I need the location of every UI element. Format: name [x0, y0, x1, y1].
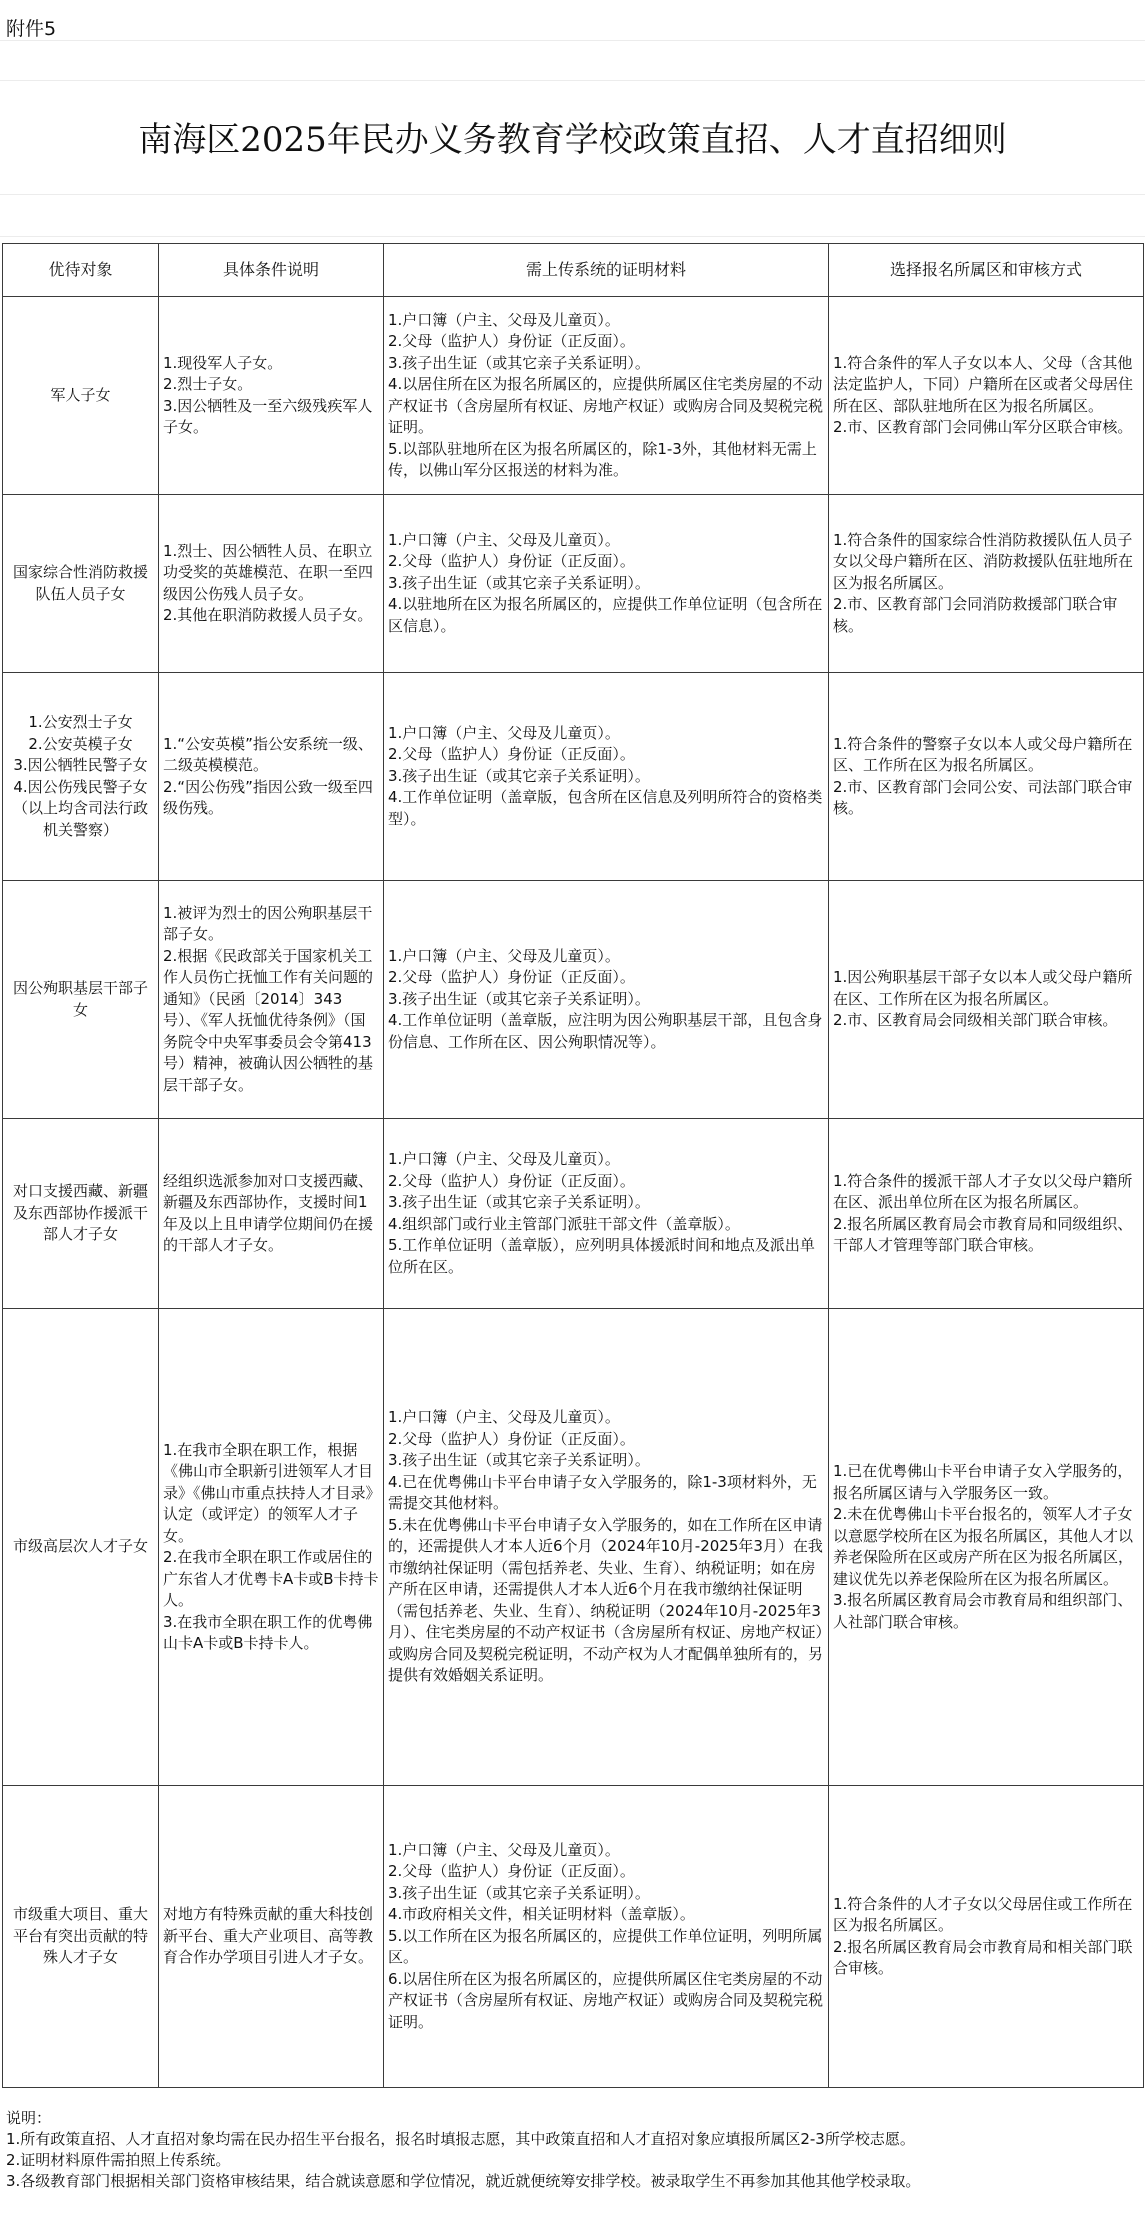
table-row — [3, 881, 1144, 1119]
cell-line: 1.在我市全职在职工作，根据《佛山市全职新引进领军人才目录》《佛山市重点扶持人才目录》认定（或评定）的领军人才子女。 — [163, 1440, 374, 1545]
row-materials — [384, 495, 829, 673]
cell-line: 1.“公安英模”指公安系统一级、二级英模模范。 — [163, 734, 373, 774]
row-target — [3, 673, 159, 881]
cell-line: 4.已在优粤佛山卡平台申请子女入学服务的，除1-3项材料外，无需提交其他材料。 — [388, 1472, 817, 1513]
cell-line: 5.以工作所在区为报名所属区的，应提供工作单位证明，列明所属区。 — [388, 1926, 823, 1967]
table-row — [3, 1309, 1144, 1786]
row-target — [3, 881, 159, 1119]
table-row — [3, 673, 1144, 881]
cell-line: 1.符合条件的警察子女以本人或父母户籍所在区、工作所在区为报名所属区。 — [833, 734, 1133, 774]
row-target — [3, 1119, 159, 1309]
document-title: 南海区2025年民办义务教育学校政策直招、人才直招细则 — [138, 120, 1007, 160]
cell-line: 2.父母（监护人）身份证（正反面）。 — [388, 1862, 635, 1881]
cell-line: 2.父母（监护人）身份证（正反面）。 — [388, 968, 635, 987]
cell-line: 5.工作单位证明（盖章版），应列明具体援派时间和地点及派出单位所在区。 — [388, 1236, 815, 1276]
cell-line: 国家综合性消防救援队伍人员子女 — [12, 563, 148, 603]
notes-heading: 说明： — [6, 2109, 52, 2127]
cell-line: 3.孩子出生证（或其它亲子关系证明）。 — [388, 353, 650, 372]
cell-line: 2.市、区教育部门会同公安、司法部门联合审核。 — [833, 777, 1133, 817]
cell-line: 4.以驻地所在区为报名所属区的，应提供工作单位证明（包含所在区信息）。 — [388, 595, 823, 635]
cell-line: 1.户口簿（户主、父母及儿童页）。 — [388, 1408, 620, 1427]
table-header-row — [3, 244, 1144, 297]
table-row — [3, 1786, 1144, 2088]
cell-line: 2.报名所属区教育局会市教育局和相关部门联合审核。 — [833, 1937, 1133, 1977]
table-body — [3, 297, 1144, 2088]
row-materials — [384, 673, 829, 881]
cell-line: 4.以居住所在区为报名所属区的，应提供所属区住宅类房屋的不动产权证书（含房屋所有权证、房地产权证）或购房合同及契税完税证明。 — [388, 375, 824, 436]
row-method — [829, 297, 1144, 495]
cell-line: 1.符合条件的军人子女以本人、父母（含其他法定监护人，下同）户籍所在区或者父母居住所在区、部队驻地所在区为报名所属区。 — [833, 353, 1134, 415]
cell-line: 3.因公牺牲及一至六级残疾军人子女。 — [163, 396, 373, 436]
note-item: 2.证明材料原件需拍照上传系统。 — [6, 2151, 231, 2169]
table-row — [3, 495, 1144, 673]
note-item: 1.所有政策直招、人才直招对象均需在民办招生平台报名，报名时填报志愿，其中政策直招和人才直招对象应填报所属区2-3所学校志愿。 — [6, 2130, 915, 2148]
cell-line: 3.孩子出生证（或其它亲子关系证明）。 — [388, 1193, 650, 1211]
cell-line: 2.烈士子女。 — [163, 375, 253, 393]
note-item: 3.各级教育部门根据相关部门资格审核结果，结合就读意愿和学位情况，就近就便统筹安排学校。被录取学生不再参加其他其他学校录取。 — [6, 2172, 921, 2190]
cell-line: 1.因公殉职基层干部子女以本人或父母户籍所在区、工作所在区为报名所属区。 — [833, 968, 1133, 1008]
row-method — [829, 1119, 1144, 1309]
cell-line: 市级高层次人才子女 — [12, 1537, 148, 1556]
header-materials: 需上传系统的证明材料 — [384, 244, 829, 297]
cell-line: 2.“因公伤残”指因公致一级至四级伤残。 — [163, 777, 373, 817]
cell-line: （以上均含司法行政机关警察） — [12, 799, 148, 839]
row-conditions — [159, 673, 384, 881]
row-method — [829, 673, 1144, 881]
header-method: 选择报名所属区和审核方式 — [829, 244, 1144, 297]
cell-line: 对地方有特殊贡献的重大科技创新平台、重大产业项目、高等教育合作办学项目引进人才子女。 — [163, 1905, 374, 1967]
row-target — [3, 1309, 159, 1786]
cell-line: 3.报名所属区教育局会市教育局和组织部门、人社部门联合审核。 — [833, 1591, 1133, 1631]
cell-line: 2.父母（监护人）身份证（正反面）。 — [388, 332, 635, 350]
cell-line: 2.父母（监护人）身份证（正反面）。 — [388, 1429, 635, 1448]
cell-line: 3.孩子出生证（或其它亲子关系证明）。 — [388, 573, 650, 592]
row-conditions — [159, 495, 384, 673]
policy-table — [2, 243, 1144, 2088]
row-conditions — [159, 1786, 384, 2088]
cell-line: 5.未在优粤佛山卡平台申请子女入学服务的，如在工作所在区申请的，还需提供人才本人近6个月（2024年10月-2025年3月）在我市缴纳社保证明（需包括养老、失业、生育）、纳税证明；如在房产所在区申请，还需提供人才本人近6个月在我市缴纳社保证明（需包括养老、失业、生育）、纳税证明（2024年10月-2025年3月）、住宅类房屋的不动产权证书（含房屋所有权证、房地产权证）或购房合同及契税完税证明，不动产权为人才配偶单独所有的，另提供有效婚姻关系证明。 — [388, 1515, 824, 1685]
cell-line: 3.孩子出生证（或其它亲子关系证明）。 — [388, 1883, 650, 1902]
cell-line: 5.以部队驻地所在区为报名所属区的，除1-3外，其他材料无需上传，以佛山军分区报送的材料为准。 — [388, 439, 817, 479]
row-target — [3, 297, 159, 495]
notes-section — [6, 2108, 1136, 2192]
table-row — [3, 297, 1144, 495]
cell-line: 2.在我市全职在职工作或居住的广东省人才优粤卡A卡或B卡持卡人。 — [163, 1548, 379, 1609]
cell-line: 3.在我市全职在职工作的优粤佛山卡A卡或B卡持卡人。 — [163, 1612, 373, 1652]
cell-line: 1.符合条件的人才子女以父母居住或工作所在区为报名所属区。 — [833, 1894, 1133, 1934]
row-method — [829, 881, 1144, 1119]
row-conditions — [159, 1119, 384, 1309]
cell-line: 2.市、区教育部门会同消防救援部门联合审核。 — [833, 595, 1118, 635]
cell-line: 6.以居住所在区为报名所属区的，应提供所属区住宅类房屋的不动产权证书（含房屋所有权证、房地产权证）或购房合同及契税完税证明。 — [388, 1969, 824, 2031]
cell-line: 2.未在优粤佛山卡平台报名的，领军人才子女以意愿学校所在区为报名所属区，其他人才以养老保险所在区或房产所在区为报名所属区，建议优先以养老保险所在区为报名所属区。 — [833, 1505, 1134, 1588]
cell-line: 军人子女 — [50, 385, 111, 404]
row-method — [829, 1309, 1144, 1786]
cell-line: 1.户口簿（户主、父母及儿童页）。 — [388, 310, 620, 329]
cell-line: 2.市、区教育部门会同佛山军分区联合审核。 — [833, 418, 1133, 436]
cell-line: 1.烈士、因公牺牲人员、在职立功受奖的英雄模范、在职一至四级因公伤残人员子女。 — [163, 541, 374, 603]
attachment-label: 附件5 — [6, 18, 57, 40]
row-conditions — [159, 297, 384, 495]
cell-line: 对口支援西藏、新疆及东西部协作援派干部人才子女 — [12, 1182, 148, 1244]
cell-line: 2.父母（监护人）身份证（正反面）。 — [388, 745, 635, 764]
header-conditions: 具体条件说明 — [159, 244, 384, 297]
cell-line: 1.符合条件的援派干部人才子女以父母户籍所在区、派出单位所在区为报名所属区。 — [833, 1171, 1133, 1211]
cell-line: 4.组织部门或行业主管部门派驻干部文件（盖章版）。 — [388, 1214, 740, 1233]
cell-line: 3.孩子出生证（或其它亲子关系证明）。 — [388, 766, 650, 785]
row-materials — [384, 297, 829, 495]
row-materials — [384, 1309, 829, 1786]
cell-line: 1.公安烈士子女 — [28, 713, 133, 731]
cell-line: 2.报名所属区教育局会市教育局和同级组织、干部人才管理等部门联合审核。 — [833, 1214, 1133, 1254]
row-materials — [384, 1119, 829, 1309]
cell-line: 1.户口簿（户主、父母及儿童页）。 — [388, 723, 620, 742]
row-target — [3, 1786, 159, 2088]
cell-line: 2.根据《民政部关于国家机关工作人员伤亡抚恤工作有关问题的通知》（民函〔2014〕343号）、《军人抚恤优待条例》（国务院令中央军事委员会令第413号）精神，被确认因公牺牲的基层干部子女。 — [163, 946, 374, 1094]
cell-line: 市级重大项目、重大平台有突出贡献的特殊人才子女 — [12, 1905, 148, 1967]
cell-line: 1.现役军人子女。 — [163, 353, 283, 372]
cell-line: 1.符合条件的国家综合性消防救援队伍人员子女以父母户籍所在区、消防救援队伍驻地所在区为报名所属区。 — [833, 530, 1134, 592]
cell-line: 4.工作单位证明（盖章版，应注明为因公殉职基层干部，且包含身份信息、工作所在区、因公殉职情况等）。 — [388, 1011, 823, 1051]
cell-line: 2.市、区教育局会同级相关部门联合审核。 — [833, 1011, 1118, 1030]
cell-line: 1.户口簿（户主、父母及儿童页）。 — [388, 1840, 620, 1859]
cell-line: 经组织选派参加对口支援西藏、新疆及东西部协作，支援时间1年及以上且申请学位期间仍在援的干部人才子女。 — [163, 1171, 374, 1254]
row-materials — [384, 881, 829, 1119]
cell-line: 1.户口簿（户主、父母及儿童页）。 — [388, 1150, 620, 1168]
header-target: 优待对象 — [3, 244, 159, 297]
row-conditions — [159, 1309, 384, 1786]
cell-line: 1.被评为烈士的因公殉职基层干部子女。 — [163, 903, 373, 944]
cell-line: 3.孩子出生证（或其它亲子关系证明）。 — [388, 1451, 650, 1470]
row-conditions — [159, 881, 384, 1119]
cell-line: 因公殉职基层干部子女 — [12, 979, 148, 1019]
cell-line: 2.公安英模子女 — [28, 734, 133, 753]
cell-line: 2.其他在职消防救援人员子女。 — [163, 606, 373, 624]
row-materials — [384, 1786, 829, 2088]
row-target — [3, 495, 159, 673]
cell-line: 3.孩子出生证（或其它亲子关系证明）。 — [388, 989, 650, 1008]
cell-line: 2.父母（监护人）身份证（正反面）。 — [388, 552, 635, 571]
cell-line: 2.父母（监护人）身份证（正反面）。 — [388, 1171, 635, 1190]
cell-line: 3.因公牺牲民警子女 — [13, 756, 148, 774]
cell-line: 4.因公伤残民警子女 — [13, 777, 148, 796]
cell-line: 1.已在优粤佛山卡平台申请子女入学服务的，报名所属区请与入学服务区一致。 — [833, 1462, 1133, 1502]
row-method — [829, 1786, 1144, 2088]
cell-line: 1.户口簿（户主、父母及儿童页）。 — [388, 946, 620, 965]
cell-line: 4.市政府相关文件，相关证明材料（盖章版）。 — [388, 1905, 695, 1924]
row-method — [829, 495, 1144, 673]
table-row — [3, 1119, 1144, 1309]
cell-line: 1.户口簿（户主、父母及儿童页）。 — [388, 530, 620, 549]
cell-line: 4.工作单位证明（盖章版，包含所在区信息及列明所符合的资格类型）。 — [388, 788, 823, 828]
